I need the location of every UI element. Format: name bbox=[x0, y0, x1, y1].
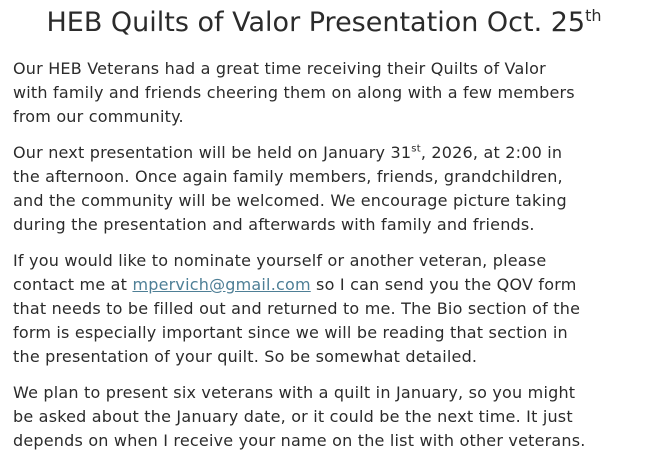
text-run: and the community will be welcomed. We encourage picture taking bbox=[13, 191, 567, 210]
text-run: form is especially important since we will be reading that section in bbox=[13, 323, 568, 342]
document-body bbox=[13, 57, 635, 450]
text-run: so I can send you the QOV form bbox=[310, 275, 577, 294]
paragraph bbox=[13, 381, 635, 450]
text-run: with family and friends cheering them on along with a few members bbox=[13, 83, 575, 102]
text-run: , 2026, at 2:00 in bbox=[420, 143, 563, 162]
paragraph bbox=[13, 141, 635, 237]
email-link[interactable]: mpervich@gmail.com bbox=[132, 275, 311, 294]
text-run: the afternoon. Once again family members, friends, grandchildren, bbox=[13, 167, 563, 186]
text-run: from our community. bbox=[13, 107, 184, 126]
page-title bbox=[13, 4, 635, 42]
text-run: contact me at bbox=[13, 275, 133, 294]
text-run: Our HEB Veterans had a great time receiving their Quilts of Valor bbox=[13, 59, 546, 78]
text-run: that needs to be filled out and returned to me. The Bio section of the bbox=[13, 299, 581, 318]
text-run: during the presentation and afterwards with family and friends. bbox=[13, 215, 535, 234]
page-title-text: HEB Quilts of Valor Presentation Oct. 25 bbox=[46, 7, 586, 38]
text-run: We plan to present six veterans with a quilt in January, so you might bbox=[13, 383, 576, 402]
text-run: the presentation of your quilt. So be somewhat detailed. bbox=[13, 347, 478, 366]
page-title-superscript: th bbox=[585, 6, 602, 25]
paragraph bbox=[13, 249, 635, 369]
text-run: be asked about the January date, or it could be the next time. It just bbox=[13, 407, 573, 426]
text-run: depends on when I receive your name on the list with other veterans. bbox=[13, 431, 586, 450]
paragraph bbox=[13, 57, 635, 129]
superscript-text: st bbox=[411, 143, 421, 155]
text-run: Our next presentation will be held on January 31 bbox=[13, 143, 412, 162]
text-run: If you would like to nominate yourself or another veteran, please bbox=[13, 251, 547, 270]
